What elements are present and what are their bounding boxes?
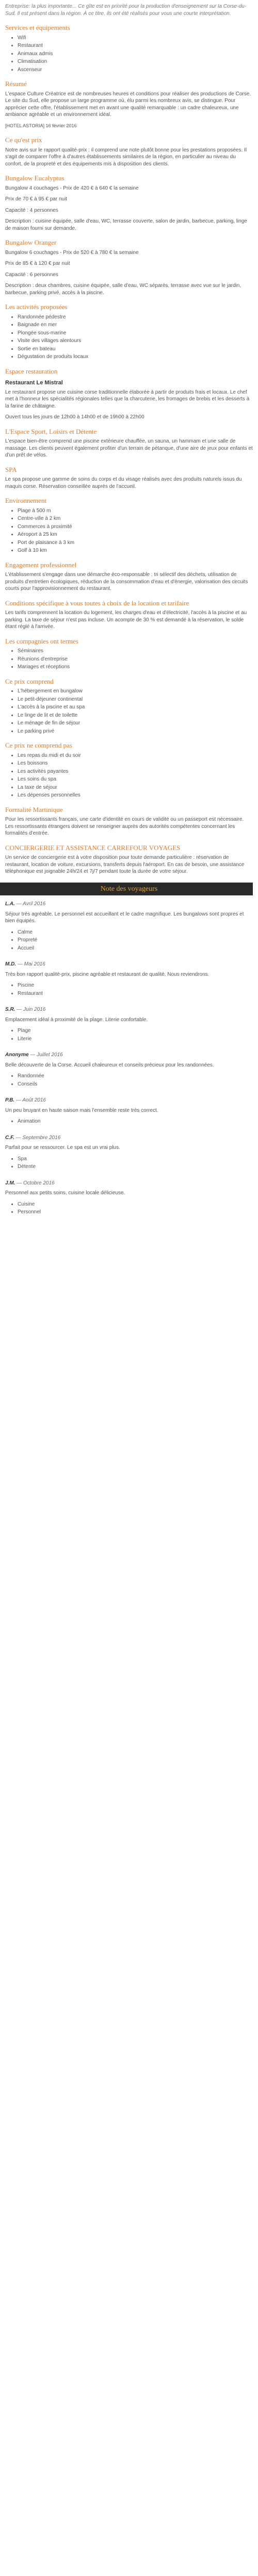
review-meta: P.B. — Août 2016 (5, 1097, 46, 1103)
necomprend-title: Ce prix ne comprend pas (5, 741, 72, 749)
review-date: Juillet 2016 (37, 1052, 63, 1058)
review-text: Très bon rapport qualité-prix, piscine agréable et restaurant de qualité. Nous reviendrons. (5, 971, 209, 977)
review-date: Septembre 2016 (22, 1134, 61, 1141)
review-tag: • Spa (18, 1156, 253, 1163)
review-text: Parfait pour se ressourcer. Le spa est un vrai plus. (5, 1145, 120, 1150)
service-item: • Wifi (18, 35, 253, 42)
activites-title: Les activités proposées (5, 303, 68, 311)
bungalow1-line: Description : cuisine équipée, salle d'eau, WC, terrasse couverte, salon de jardin, barbecue, parking, linge de maison fourni sur demande. (5, 218, 247, 231)
bungalow2-title: Bungalow Oranger (5, 239, 57, 246)
review-tags (5, 1156, 253, 1171)
review-item (5, 1134, 253, 1171)
restauration-text: Le restaurant propose une cuisine corse traditionnelle élaborée à partir de produits frais et locaux. Le chef met à l'honneur les spécialités régionales telles que la charcuterie, les fromages de brebis et les desserts à la farine de châtaigne. (5, 389, 250, 409)
congres-item: • Réunions d'entreprise (18, 656, 253, 663)
necomprend-list (5, 752, 253, 799)
restauration-title: Espace restauration (5, 367, 58, 375)
comprend-item: • Le ménage de fin de séjour (18, 720, 253, 727)
review-tags (5, 1073, 253, 1088)
review-tag: • Piscine (18, 982, 253, 989)
review-text: Personnel aux petits soins, cuisine locale délicieuse. (5, 1190, 125, 1196)
review-text: Emplacement idéal à proximité de la plage. Literie confortable. (5, 1016, 148, 1023)
bungalow1-title: Bungalow Eucalyptus (5, 174, 64, 182)
review-tag: • Cuisine (18, 1201, 253, 1208)
necomprend-item: • Les soins du spa (18, 776, 253, 783)
activite-item: • Sortie en bateau (18, 346, 253, 353)
prix-title: Ce qu'est prix (5, 136, 42, 144)
review-date: Mai 2016 (24, 961, 45, 967)
review-item (5, 901, 253, 952)
environnement-item: • Aéroport à 25 km (18, 531, 253, 538)
resume-text: L'espace Culture Créatrice est de nombreuses heures et conditions pour réaliser des productions de Corse. Le site du Sud, elle propose un large programme où, élu parmi les nombreux avis, se distingue. Pour apprécier cette offre, l'établissement met en avant une qualité remarquable : un cadre chaleureux, une ambiance agréable et un environnement idéal. (5, 91, 251, 117)
intro-text: Entreprise: la plus importante... Ce gîte est en priorité pour la production d'enseignement sur la Corse-du-Sud. Il est présent dans la région. À ce titre, ils ont été réalisés pour vous une courte interprétation. (5, 4, 247, 16)
congres-item: • Séminaires (18, 648, 253, 655)
review-tag: • Personnel (18, 1209, 253, 1216)
resume-note: [HOTEL ASTORIA] 16 février 2016 (5, 123, 77, 128)
congres-item: • Mariages et réceptions (18, 664, 253, 671)
conditions-text: Les tarifs comprennent la location du logement, les charges d'eau et d'électricité, l'accès à la piscine et au parking. La taxe de séjour n'est pas incluse. Un acompte de 30 % est demandé à la réservation, le solde étant réglé à l'arrivée. (5, 610, 247, 630)
review-item (5, 1180, 253, 1216)
review-date: Avril 2016 (23, 901, 46, 907)
reviews-list (5, 901, 253, 1216)
restauration-hours: Ouvert tous les jours de 12h00 à 14h00 et de 19h00 à 22h00 (5, 414, 144, 420)
comprend-item: • Le parking privé (18, 728, 253, 735)
bungalow1-line: Bungalow 4 couchages - Prix de 420 € à 640 € la semaine (5, 185, 139, 191)
bungalow1-line: Prix de 70 € à 95 € par nuit (5, 196, 68, 202)
review-author: Anonyme (5, 1052, 29, 1058)
bungalow2-line: Prix de 85 € à 120 € par nuit (5, 261, 70, 266)
conditions-title: Conditions spécifique à vous toutes à choix de la location et tarifaire (5, 599, 189, 607)
comprend-list (5, 688, 253, 735)
formalites-title: Formalité Martinique (5, 805, 63, 814)
review-meta: M.D. — Mai 2016 (5, 961, 45, 967)
review-date: Octobre 2016 (23, 1180, 55, 1186)
review-tag: • Détente (18, 1163, 253, 1171)
review-text: Un peu bruyant en haute saison mais l'ensemble reste très correct. (5, 1107, 158, 1113)
comprend-item: • L'accès à la piscine et au spa (18, 704, 253, 711)
review-meta: C.F. — Septembre 2016 (5, 1134, 61, 1141)
prix-text: Notre avis sur le rapport qualité-prix : il comprend une note plutôt bonne pour les prestations proposées. Il s'agit de comparer l'offre à d'autres établissements similaires de la région, en particulier au niveau du confort, de la propreté et des équipements mis à disposition des clients. (5, 147, 247, 167)
activite-item: • Baignade en mer (18, 321, 253, 329)
concierge-text: Un service de conciergerie est à votre disposition pour toute demande particulière : réservation de restaurant, location de voiture, excursions, transferts depuis l'aéroport. En cas de besoin, une assistance téléphonique est joignable 24h/24 et 7j/7 pendant toute la durée de votre séjour. (5, 855, 245, 874)
service-item: • Restaurant (18, 42, 253, 49)
environnement-item: • Golf à 10 km (18, 547, 253, 554)
review-tags (5, 1027, 253, 1042)
resume-title: Résumé (5, 80, 27, 88)
activite-item: • Plongée sous-marine (18, 330, 253, 337)
review-tag: • Literie (18, 1036, 253, 1043)
review-tag: • Propreté (18, 937, 253, 944)
comprend-item: • Le linge de lit et de toilette (18, 712, 253, 719)
necomprend-item: • Les activités payantes (18, 768, 253, 775)
concierge-title: CONCIERGERIE ET ASSISTANCE CARREFOUR VOYAGES (5, 843, 181, 852)
review-tag: • Randonnée (18, 1073, 253, 1080)
review-author: L.A. (5, 901, 15, 907)
environnement-title: Environnement (5, 497, 47, 504)
review-date: Juin 2016 (23, 1007, 46, 1012)
bungalow1-line: Capacité : 4 personnes (5, 207, 58, 213)
service-item: • Animaux admis (18, 50, 253, 58)
formalites-text: Pour les ressortissants français, une carte d'identité en cours de validité ou un passeport est nécessaire. Les ressortissants étrangers doivent se renseigner auprès des autorités compétentes concernant les formalités d'entrée. (5, 817, 244, 836)
review-tag: • Restaurant (18, 990, 253, 997)
review-author: J.M. (5, 1180, 15, 1186)
bungalow2-line: Bungalow 6 couchages - Prix de 520 € à 780 € la semaine (5, 249, 139, 256)
necomprend-item: • La taxe de séjour (18, 784, 253, 791)
environnement-item: • Port de plaisance à 3 km (18, 539, 253, 547)
epicerie-text: L'espace bien-être comprend une piscine extérieure chauffée, un sauna, un hammam et une salle de massage. Les clients peuvent également profiter d'un terrain de pétanque, d'une aire de jeux pour enfants et d'un prêt de vélos. (5, 438, 253, 458)
necomprend-item: • Les dépenses personnelles (18, 792, 253, 799)
epicerie-title: L'Espace Sport, Loisirs et Détente (5, 427, 97, 435)
spa-title: SPA (5, 465, 17, 473)
comprend-item: • Le petit-déjeuner continental (18, 696, 253, 703)
review-author: P.B. (5, 1097, 15, 1103)
review-meta: S.R. — Juin 2016 (5, 1007, 46, 1012)
congres-title: Les compagnies ont termes (5, 637, 78, 645)
engagement-text: L'établissement s'engage dans une démarche éco-responsable : tri sélectif des déchets, utilisation de produits d'entretien écologiques, réduction de la consommation d'eau et d'énergie, valorisation des circuits courts pour l'approvisionnement du restaurant. (5, 572, 248, 591)
review-date: Août 2016 (22, 1097, 46, 1103)
review-text: Belle découverte de la Corse. Accueil chaleureux et conseils précieux pour les randonnées. (5, 1062, 214, 1068)
review-meta: L.A. — Avril 2016 (5, 901, 46, 907)
review-tag: • Plage (18, 1027, 253, 1035)
bungalow2-line: Capacité : 6 personnes (5, 272, 58, 278)
activite-item: • Visite des villages alentours (18, 337, 253, 345)
environnement-item: • Plage à 500 m (18, 507, 253, 515)
environnement-list (5, 507, 253, 554)
activite-item: • Dégustation de produits locaux (18, 353, 253, 361)
review-author: S.R. (5, 1007, 15, 1012)
congres-list (5, 648, 253, 671)
review-text: Séjour très agréable. Le personnel est accueillant et le cadre magnifique. Les bungalows sont propres et bien équipés. (5, 911, 244, 924)
review-tags (5, 1201, 253, 1216)
review-tag: • Calme (18, 929, 253, 936)
services-list (5, 35, 253, 74)
bungalow2-line: Description : deux chambres, cuisine équipée, salle d'eau, WC séparés, terrasse avec vue sur le jardin, barbecue, parking privé, accès à la piscine. (5, 283, 241, 296)
review-tag: • Accueil (18, 945, 253, 952)
environnement-item: • Commerces à proximité (18, 523, 253, 531)
spa-text: Le spa propose une gamme de soins du corps et du visage réalisés avec des produits naturels issus du maquis corse. Réservation conseillée auprès de l'accueil. (5, 477, 242, 489)
review-item (5, 1097, 253, 1125)
review-tags (5, 1118, 253, 1125)
review-author: M.D. (5, 961, 17, 967)
activites-list (5, 314, 253, 361)
page (0, 0, 258, 1216)
review-meta: Anonyme — Juillet 2016 (5, 1052, 63, 1058)
review-author: C.F. (5, 1134, 14, 1141)
review-item (5, 1006, 253, 1042)
review-tag: • Animation (18, 1118, 253, 1125)
services-title: Services et équipements (5, 24, 70, 31)
service-item: • Climatisation (18, 58, 253, 65)
comprend-item: • L'hébergement en bungalow (18, 688, 253, 695)
review-tag: • Conseils (18, 1081, 253, 1088)
review-item (5, 1052, 253, 1088)
environnement-item: • Centre-ville à 2 km (18, 515, 253, 522)
notes-banner: Note des voyageurs (0, 883, 253, 896)
activite-item: • Randonnée pédestre (18, 314, 253, 321)
review-tags (5, 982, 253, 997)
service-item: • Ascenseur (18, 66, 253, 74)
engagement-title: Engagement professionnel (5, 561, 77, 569)
necomprend-item: • Les repas du midi et du soir (18, 752, 253, 759)
comprend-title: Ce prix comprend (5, 677, 54, 685)
review-tags (5, 929, 253, 952)
review-item (5, 961, 253, 997)
restauration-subtitle: Restaurant Le Mistral (5, 380, 63, 386)
necomprend-item: • Les boissons (18, 760, 253, 767)
review-meta: J.M. — Octobre 2016 (5, 1180, 55, 1186)
